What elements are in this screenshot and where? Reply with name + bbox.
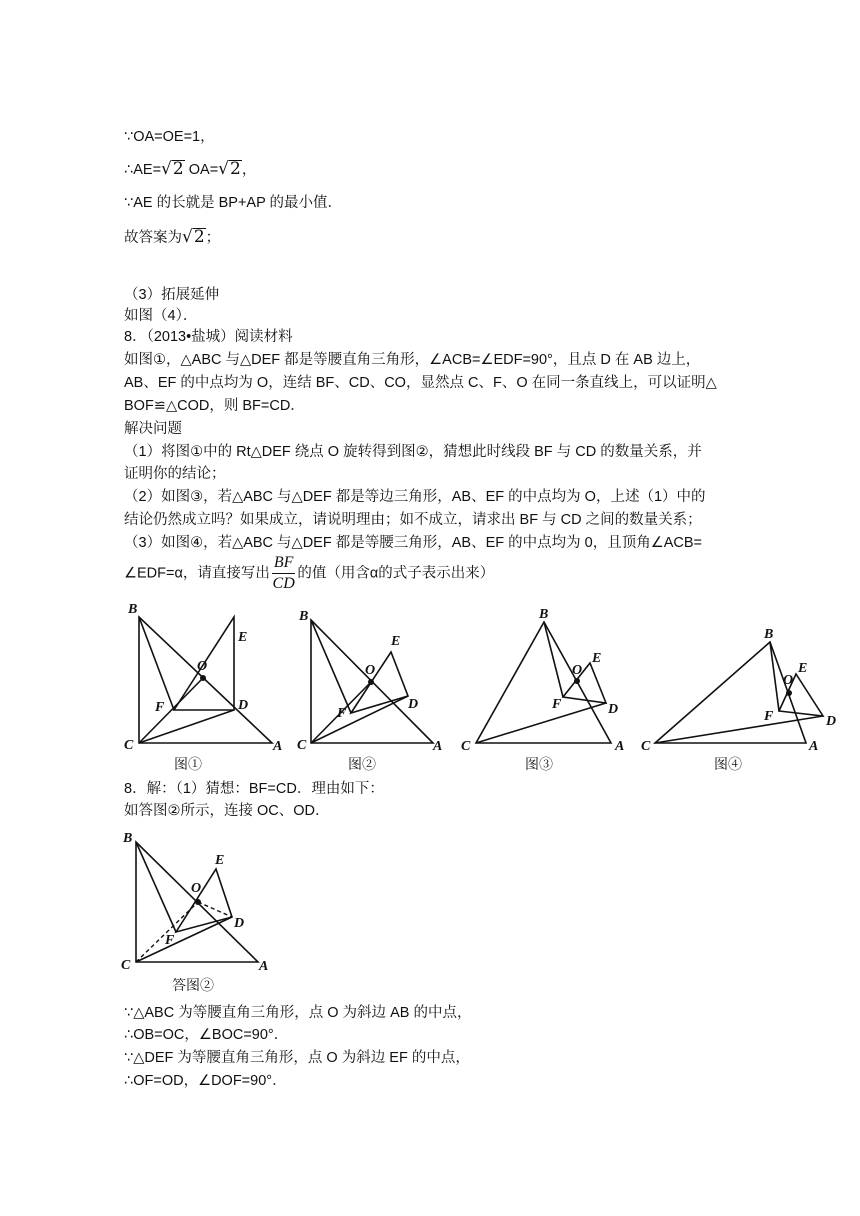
label-f: F xyxy=(337,706,347,721)
label-c: C xyxy=(297,738,307,753)
label-e: E xyxy=(592,651,602,666)
label-c: C xyxy=(124,738,134,753)
label-e: E xyxy=(391,634,401,649)
label-a: A xyxy=(273,739,283,754)
radicand: 2 xyxy=(172,159,184,179)
text-segment: 故答案为 xyxy=(124,230,182,246)
text-line-12: （1）将图①中的 Rt△DEF 绕点 O 旋转得到图②，猜想此时线段 BF 与 CD 的数量关系，并 xyxy=(124,444,702,460)
label-f: F xyxy=(552,697,562,712)
text-line-15: 结论仍然成立吗？如果成立，请说明理由；如不成立，请求出 BF 与 CD 之间的数量关系； xyxy=(124,512,702,528)
text-line-11: 解决问题 xyxy=(124,421,182,437)
label-o: O xyxy=(365,663,376,678)
text-line-19: 如答图②所示，连接 OC、OD． xyxy=(124,803,330,819)
text-segment: ∠EDF=α，请直接写出 xyxy=(124,565,270,582)
caption: 答图② xyxy=(172,977,214,993)
text-line-14: （2）如图③，若△ABC 与△DEF 都是等边三角形，AB、EF 的中点均为 O，上述（1）中的 xyxy=(124,489,706,505)
label-e: E xyxy=(798,661,808,676)
label-f: F xyxy=(764,709,774,724)
fraction-denominator: CD xyxy=(272,575,295,592)
label-d: D xyxy=(234,916,245,931)
text-segment: ， xyxy=(241,162,257,178)
label-d: D xyxy=(608,702,619,717)
text-line-7: 8．（2013•盐城）阅读材料 xyxy=(124,329,293,345)
label-f: F xyxy=(165,933,175,948)
radicand: 2 xyxy=(193,227,205,247)
label-b: B xyxy=(539,607,549,622)
caption: 图① xyxy=(174,756,202,772)
point-o xyxy=(195,899,201,905)
label-b: B xyxy=(299,609,309,624)
label-c: C xyxy=(461,739,471,754)
text-segment: ∴AE= xyxy=(124,162,162,178)
text-line-10: BOF≌△COD，则 BF=CD． xyxy=(124,398,305,414)
label-d: D xyxy=(826,714,837,729)
label-o: O xyxy=(572,663,583,678)
label-o: O xyxy=(191,881,202,896)
sqrt-expression: √2 xyxy=(218,159,241,179)
text-line-9: AB、EF 的中点均为 O，连结 BF、CD、CO，显然点 C、F、O 在同一条直线上，可以证明△ xyxy=(124,375,717,391)
label-e: E xyxy=(215,853,225,868)
text-line-8: 如图①，△ABC 与△DEF 都是等腰直角三角形，∠ACB=∠EDF=90°，且点 D 在 AB 边上， xyxy=(124,352,701,368)
label-f: F xyxy=(155,700,165,715)
text-line-13: 证明你的结论； xyxy=(124,466,226,482)
label-o: O xyxy=(197,659,208,674)
label-a: A xyxy=(433,739,443,754)
label-b: B xyxy=(764,627,774,642)
label-a: A xyxy=(615,739,625,754)
label-o: O xyxy=(783,673,794,688)
text-line-21: ∴OB=OC，∠BOC=90°． xyxy=(124,1027,289,1043)
caption: 图③ xyxy=(525,756,553,772)
text-line-22: ∵△DEF 为等腰直角三角形，点 O 为斜边 EF 的中点， xyxy=(124,1050,470,1066)
text-line-20: ∵△ABC 为等腰直角三角形，点 O 为斜边 AB 的中点， xyxy=(124,1005,472,1021)
text-segment: OA= xyxy=(188,162,219,178)
label-a: A xyxy=(259,959,269,974)
sqrt-expression: √2 xyxy=(182,227,205,247)
text-line-3: ∵AE 的长就是 BP+AP 的最小值． xyxy=(124,195,343,211)
label-b: B xyxy=(123,831,133,846)
radicand: 2 xyxy=(230,159,241,179)
text-line-18: 8．解：（1）猜想：BF=CD．理由如下： xyxy=(124,781,384,797)
caption: 图② xyxy=(348,756,376,772)
caption: 图④ xyxy=(714,756,742,772)
text-line-5: （3）拓展延伸 xyxy=(124,287,220,303)
text-line-23: ∴OF=OD，∠DOF=90°． xyxy=(124,1073,287,1089)
label-b: B xyxy=(128,602,138,617)
label-c: C xyxy=(641,739,651,754)
label-e: E xyxy=(238,630,248,645)
text-line-16: （3）如图④，若△ABC 与△DEF 都是等腰三角形，AB、EF 的中点均为 0，且顶角∠ACB= xyxy=(124,535,703,551)
text-segment: ； xyxy=(205,230,221,246)
text-line-1: ∵OA=OE=1， xyxy=(124,129,215,145)
label-a: A xyxy=(809,739,819,754)
figure-5-dashed-lines xyxy=(136,902,232,962)
text-line-6: 如图（4）． xyxy=(124,308,198,324)
text-segment: 的值（用含α的式子表示出来） xyxy=(297,565,495,582)
label-d: D xyxy=(408,697,419,712)
label-c: C xyxy=(121,958,131,973)
sqrt-expression: √2 xyxy=(161,159,184,179)
label-d: D xyxy=(238,698,249,713)
fraction-numerator: BF xyxy=(272,553,296,574)
